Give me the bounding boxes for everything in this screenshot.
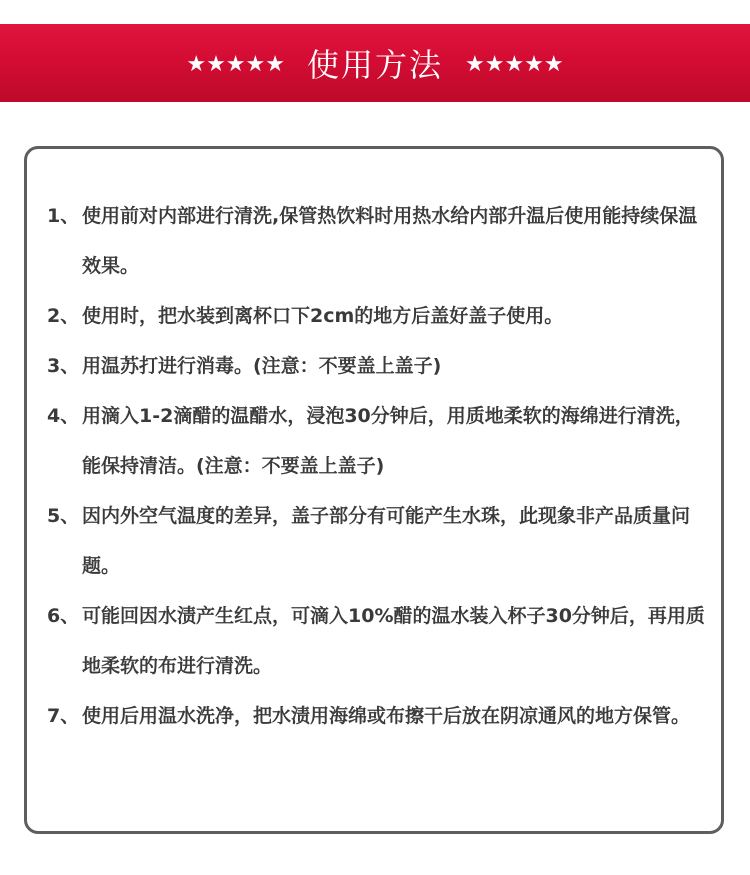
instruction-text: 可能回因水渍产生红点，可滴入10%醋的温水装入杯子30分钟后，再用质地柔软的布进行清洗。 — [82, 605, 705, 677]
instruction-number: 7、 — [47, 705, 80, 727]
instructions-list — [47, 191, 707, 741]
instruction-number: 5、 — [47, 505, 80, 527]
instruction-text: 因内外空气温度的差异，盖子部分有可能产生水珠，此现象非产品质量问题。 — [82, 505, 691, 577]
instruction-number: 6、 — [47, 605, 80, 627]
instruction-item-4 — [47, 391, 707, 491]
instruction-number: 3、 — [47, 355, 80, 377]
instruction-text: 使用时，把水装到离杯口下2cm的地方后盖好盖子使用。 — [82, 305, 564, 327]
page-title: 使用方法 — [306, 46, 443, 84]
instruction-text: 使用后用温水洗净，把水渍用海绵或布擦干后放在阴凉通风的地方保管。 — [82, 705, 691, 727]
instruction-text: 使用前对内部进行清洗,保管热饮料时用热水给内部升温后使用能持续保温效果。 — [82, 205, 698, 277]
instruction-item-7 — [47, 691, 707, 741]
instruction-text: 用温苏打进行消毒。(注意：不要盖上盖子) — [82, 355, 442, 377]
instruction-item-5 — [47, 491, 707, 591]
instruction-item-6 — [47, 591, 707, 691]
instructions-card — [24, 146, 724, 834]
instruction-text: 用滴入1-2滴醋的温醋水，浸泡30分钟后，用质地柔软的海绵进行清洗，能保持清洁。(注意：不要盖上盖子) — [82, 405, 694, 477]
star-rating-icon-left: ★★★★★ — [186, 52, 285, 77]
instruction-item-1 — [47, 191, 707, 291]
instruction-number: 4、 — [47, 405, 80, 427]
star-rating-icon-right: ★★★★★ — [465, 52, 564, 77]
instruction-item-2 — [47, 291, 707, 341]
instruction-number: 1、 — [47, 205, 80, 227]
title-banner — [0, 24, 750, 102]
instruction-number: 2、 — [47, 305, 80, 327]
instruction-item-3 — [47, 341, 707, 391]
